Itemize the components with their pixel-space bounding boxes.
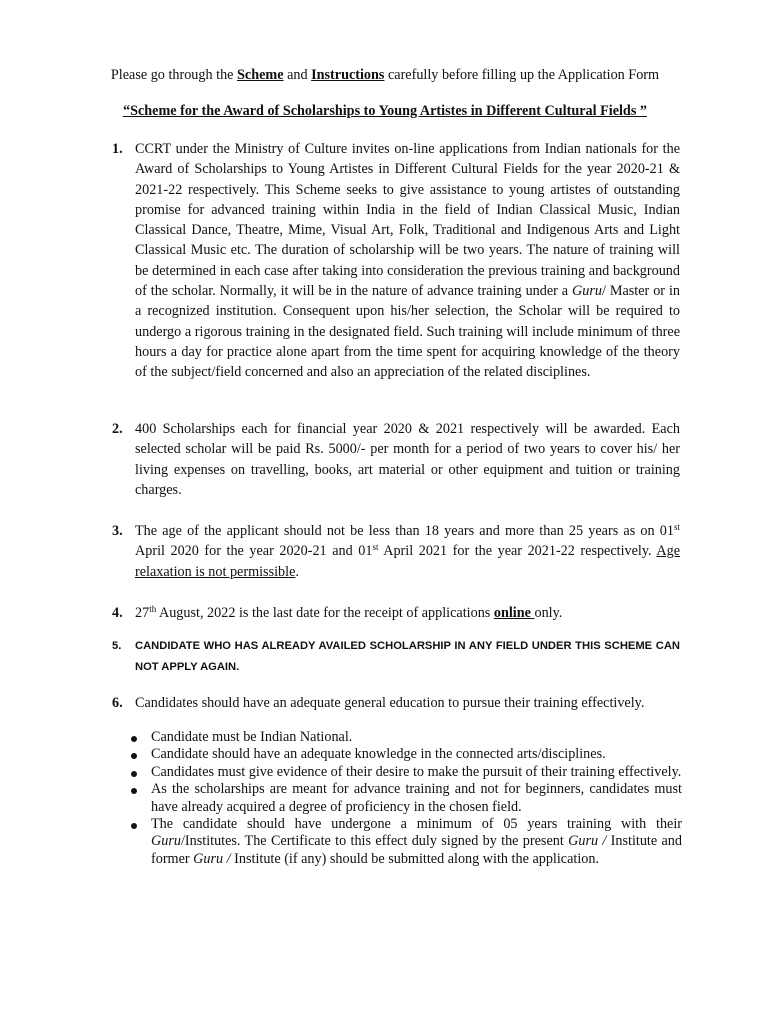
bullet-icon: [131, 823, 137, 829]
clause-text-part: April 2021 for the year 2021-22 respectively.: [378, 543, 657, 560]
clause-text: CANDIDATE WHO HAS ALREADY AVAILED SCHOLARSHIP IN ANY FIELD UNDER THIS SCHEME CAN NOT APPLY AGAIN.: [135, 640, 680, 673]
bullet-text: The candidate should have undergone a minimum of 05 years training with their: [151, 816, 682, 833]
ordinal-suffix: th: [149, 604, 157, 614]
clause-text: [135, 521, 680, 582]
clause-text-part: CCRT under the Ministry of Culture invites on-line applications from Indian nationals for the Award of Scholarships to Young Artistes in Different Cultural Fields for the year 2020-21 & 2021-22 respectively. This Scheme seeks to give assistance to young artistes of outstanding promise for advanced training within India in the field of Indian Classical Music, Indian Classical Dance, Theatre, Mime, Visual Art, Folk, Traditional and Indigenous Arts and Light Classical Music etc. The duration of scholarship will be two years. The nature of training will be determined in each case after taking into consideration the previous training and background of the scholar. Normally, it will be in the nature of advance training under a: [135, 141, 680, 300]
bullet-icon: [131, 753, 137, 759]
bullet-icon: [131, 788, 137, 794]
clause-text-part: 27: [135, 605, 150, 621]
guru-italic: Guru: [572, 283, 602, 300]
clause-number: 6.: [112, 695, 123, 711]
clause-number: 4.: [112, 605, 123, 621]
clause-number: 2.: [112, 421, 123, 437]
scheme-title: “Scheme for the Award of Scholarships to Young Artistes in Different Cultural Fields ”: [122, 103, 647, 119]
clause-number: 5.: [112, 640, 122, 652]
clause-number: 3.: [112, 523, 123, 539]
bullet-text: Candidate must be Indian National.: [151, 729, 353, 745]
bullet-text: As the scholarships are meant for advance training and not for beginners, candidates must have already acquired a degree of proficiency in the chosen field.: [151, 781, 682, 815]
bullet-text: Institute and former: [151, 833, 682, 867]
clause-text: Candidates should have an adequate general education to pursue their training effectively.: [135, 695, 645, 711]
age-relaxation-note: Age relaxation is not permissible: [135, 543, 680, 580]
intro-text: carefully before filling up the Application Form: [384, 67, 660, 83]
clause-text-part: only.: [534, 605, 563, 621]
list-item: [130, 816, 682, 868]
ordinal-suffix: st: [673, 522, 680, 532]
clause-text: [135, 603, 680, 623]
guru-italic: Guru /: [568, 833, 607, 850]
intro-text: Please go through the: [110, 67, 238, 83]
list-item: [130, 781, 682, 816]
bullet-icon: [131, 771, 137, 777]
clause-number: 1.: [112, 141, 123, 157]
intro-text: and: [283, 67, 312, 83]
clause-text-part: .: [295, 563, 299, 580]
bullet-text: Candidates must give evidence of their desire to make the pursuit of their training effectively.: [151, 763, 682, 780]
bullet-text: Institute (if any) should be submitted along with the application.: [230, 850, 600, 867]
bullet-icon: [131, 736, 137, 742]
clause-text-part: April 2020 for the year 2020-21 and 01: [135, 543, 373, 560]
clause-text-part: The age of the applicant should not be less than 18 years and more than 25 years as on 01: [135, 523, 674, 539]
list-item: [130, 729, 682, 746]
guru-italic: Guru /: [193, 850, 231, 867]
clause-text: [135, 139, 680, 383]
clause-text: 400 Scholarships each for financial year 2020 & 2021 respectively will be awarded. Each selected scholar will be paid Rs. 5000/- per month for a period of two years to cover his/ her living expenses on travelling, books, art material or other equipment and tuition or training charges.: [135, 421, 680, 498]
eligibility-bullet-list: [130, 729, 682, 868]
list-item: [130, 746, 682, 763]
clause-text-part: August, 2022 is the last date for the receipt of applications: [156, 605, 494, 621]
bullet-text: Candidate should have an adequate knowledge in the connected arts/disciplines.: [151, 746, 606, 763]
ordinal-suffix: st: [372, 542, 379, 553]
intro-instructions-word: Instructions: [311, 67, 385, 83]
online-emphasis: online: [493, 605, 535, 621]
guru-italic: Guru: [151, 833, 181, 850]
intro-line: [0, 65, 770, 85]
list-item: [130, 764, 682, 781]
bullet-text: /Institutes. The Certificate to this effect duly signed by the present: [180, 833, 569, 850]
clause-text-part: / Master or in a recognized institution. Consequent upon his/her selection, the Scholar will be required to undergo a rigorous training in the designated field. Such training will include minimum of three hours a day for practice alone apart from the time spent for acquiring knowledge of the theory of the subject/field concerned and also an appreciation of the related disciplines.: [135, 283, 680, 381]
intro-scheme-word: Scheme: [237, 67, 284, 83]
